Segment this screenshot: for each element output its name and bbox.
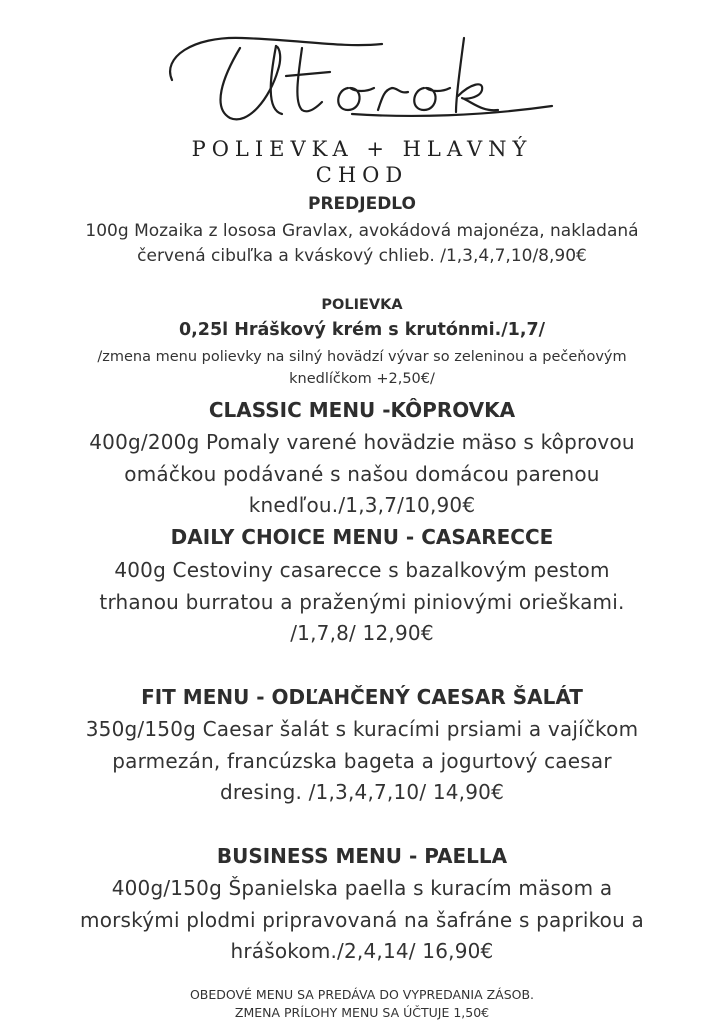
- daily-line-3: /1,7,8/ 12,90€: [290, 621, 434, 645]
- business-line-1: 400g/150g Španielska paella s kuracím mäsom a: [111, 876, 613, 900]
- fit-line-3: dresing. /1,3,4,7,10/ 14,90€: [219, 780, 505, 804]
- predjedlo-heading: PREDJEDLO: [307, 194, 416, 214]
- classic-line-1: 400g/200g Pomaly varené hovädzie mäso s kôprovou: [89, 430, 635, 454]
- footer-line-1: OBEDOVÉ MENU SA PREDÁVA DO VYPREDANIA ZÁSOB.: [189, 987, 535, 1002]
- subtitle-line-1: POLIEVKA + HLAVNÝ: [191, 137, 533, 161]
- polievka-note-line-1: /zmena menu polievky na silný hovädzí vývar so zeleninou a pečeňovým: [97, 349, 627, 365]
- polievka-heading: POLIEVKA: [321, 297, 403, 313]
- classic-line-2: omáčkou podávané s našou domácou parenou: [124, 462, 600, 486]
- business-line-3: hrášokom./2,4,14/ 16,90€: [230, 939, 494, 963]
- business-heading: BUSINESS MENU - PAELLA: [216, 844, 508, 868]
- subtitle-line-2: CHOD: [315, 163, 409, 187]
- business-line-2: morskými plodmi pripravovaná na šafráne s paprikou a: [80, 908, 644, 932]
- classic-line-3: knedľou./1,3,7/10,90€: [248, 493, 476, 517]
- day-title-logo: [152, 18, 572, 128]
- polievka-note-line-2: knedlíčkom +2,50€/: [289, 371, 435, 387]
- predjedlo-line-1: 100g Mozaika z lososa Gravlax, avokádová majonéza, nakladaná: [85, 221, 639, 241]
- daily-line-2: trhanou burratou a praženými piniovými orieškami.: [99, 590, 625, 614]
- polievka-item: 0,25l Hráškový krém s krutónmi./1,7/: [178, 320, 546, 340]
- predjedlo-line-2: červená cibuľka a kváskový chlieb. /1,3,4,7,10/8,90€: [137, 246, 587, 266]
- classic-heading: CLASSIC MENU -KÔPROVKA: [208, 398, 516, 422]
- daily-line-1: 400g Cestoviny casarecce s bazalkovým pestom: [114, 558, 610, 582]
- fit-line-2: parmezán, francúzska bageta a jogurtový caesar: [112, 749, 612, 773]
- fit-line-1: 350g/150g Caesar šalát s kuracími prsiami a vajíčkom: [85, 717, 639, 741]
- daily-heading: DAILY CHOICE MENU - CASARECCE: [170, 525, 554, 549]
- day-title-script: [0, 18, 724, 128]
- footer-line-2: ZMENA PRÍLOHY MENU SA ÚČTUJE 1,50€: [234, 1005, 490, 1020]
- fit-heading: FIT MENU - ODĽAHČENÝ CAESAR ŠALÁT: [141, 685, 583, 709]
